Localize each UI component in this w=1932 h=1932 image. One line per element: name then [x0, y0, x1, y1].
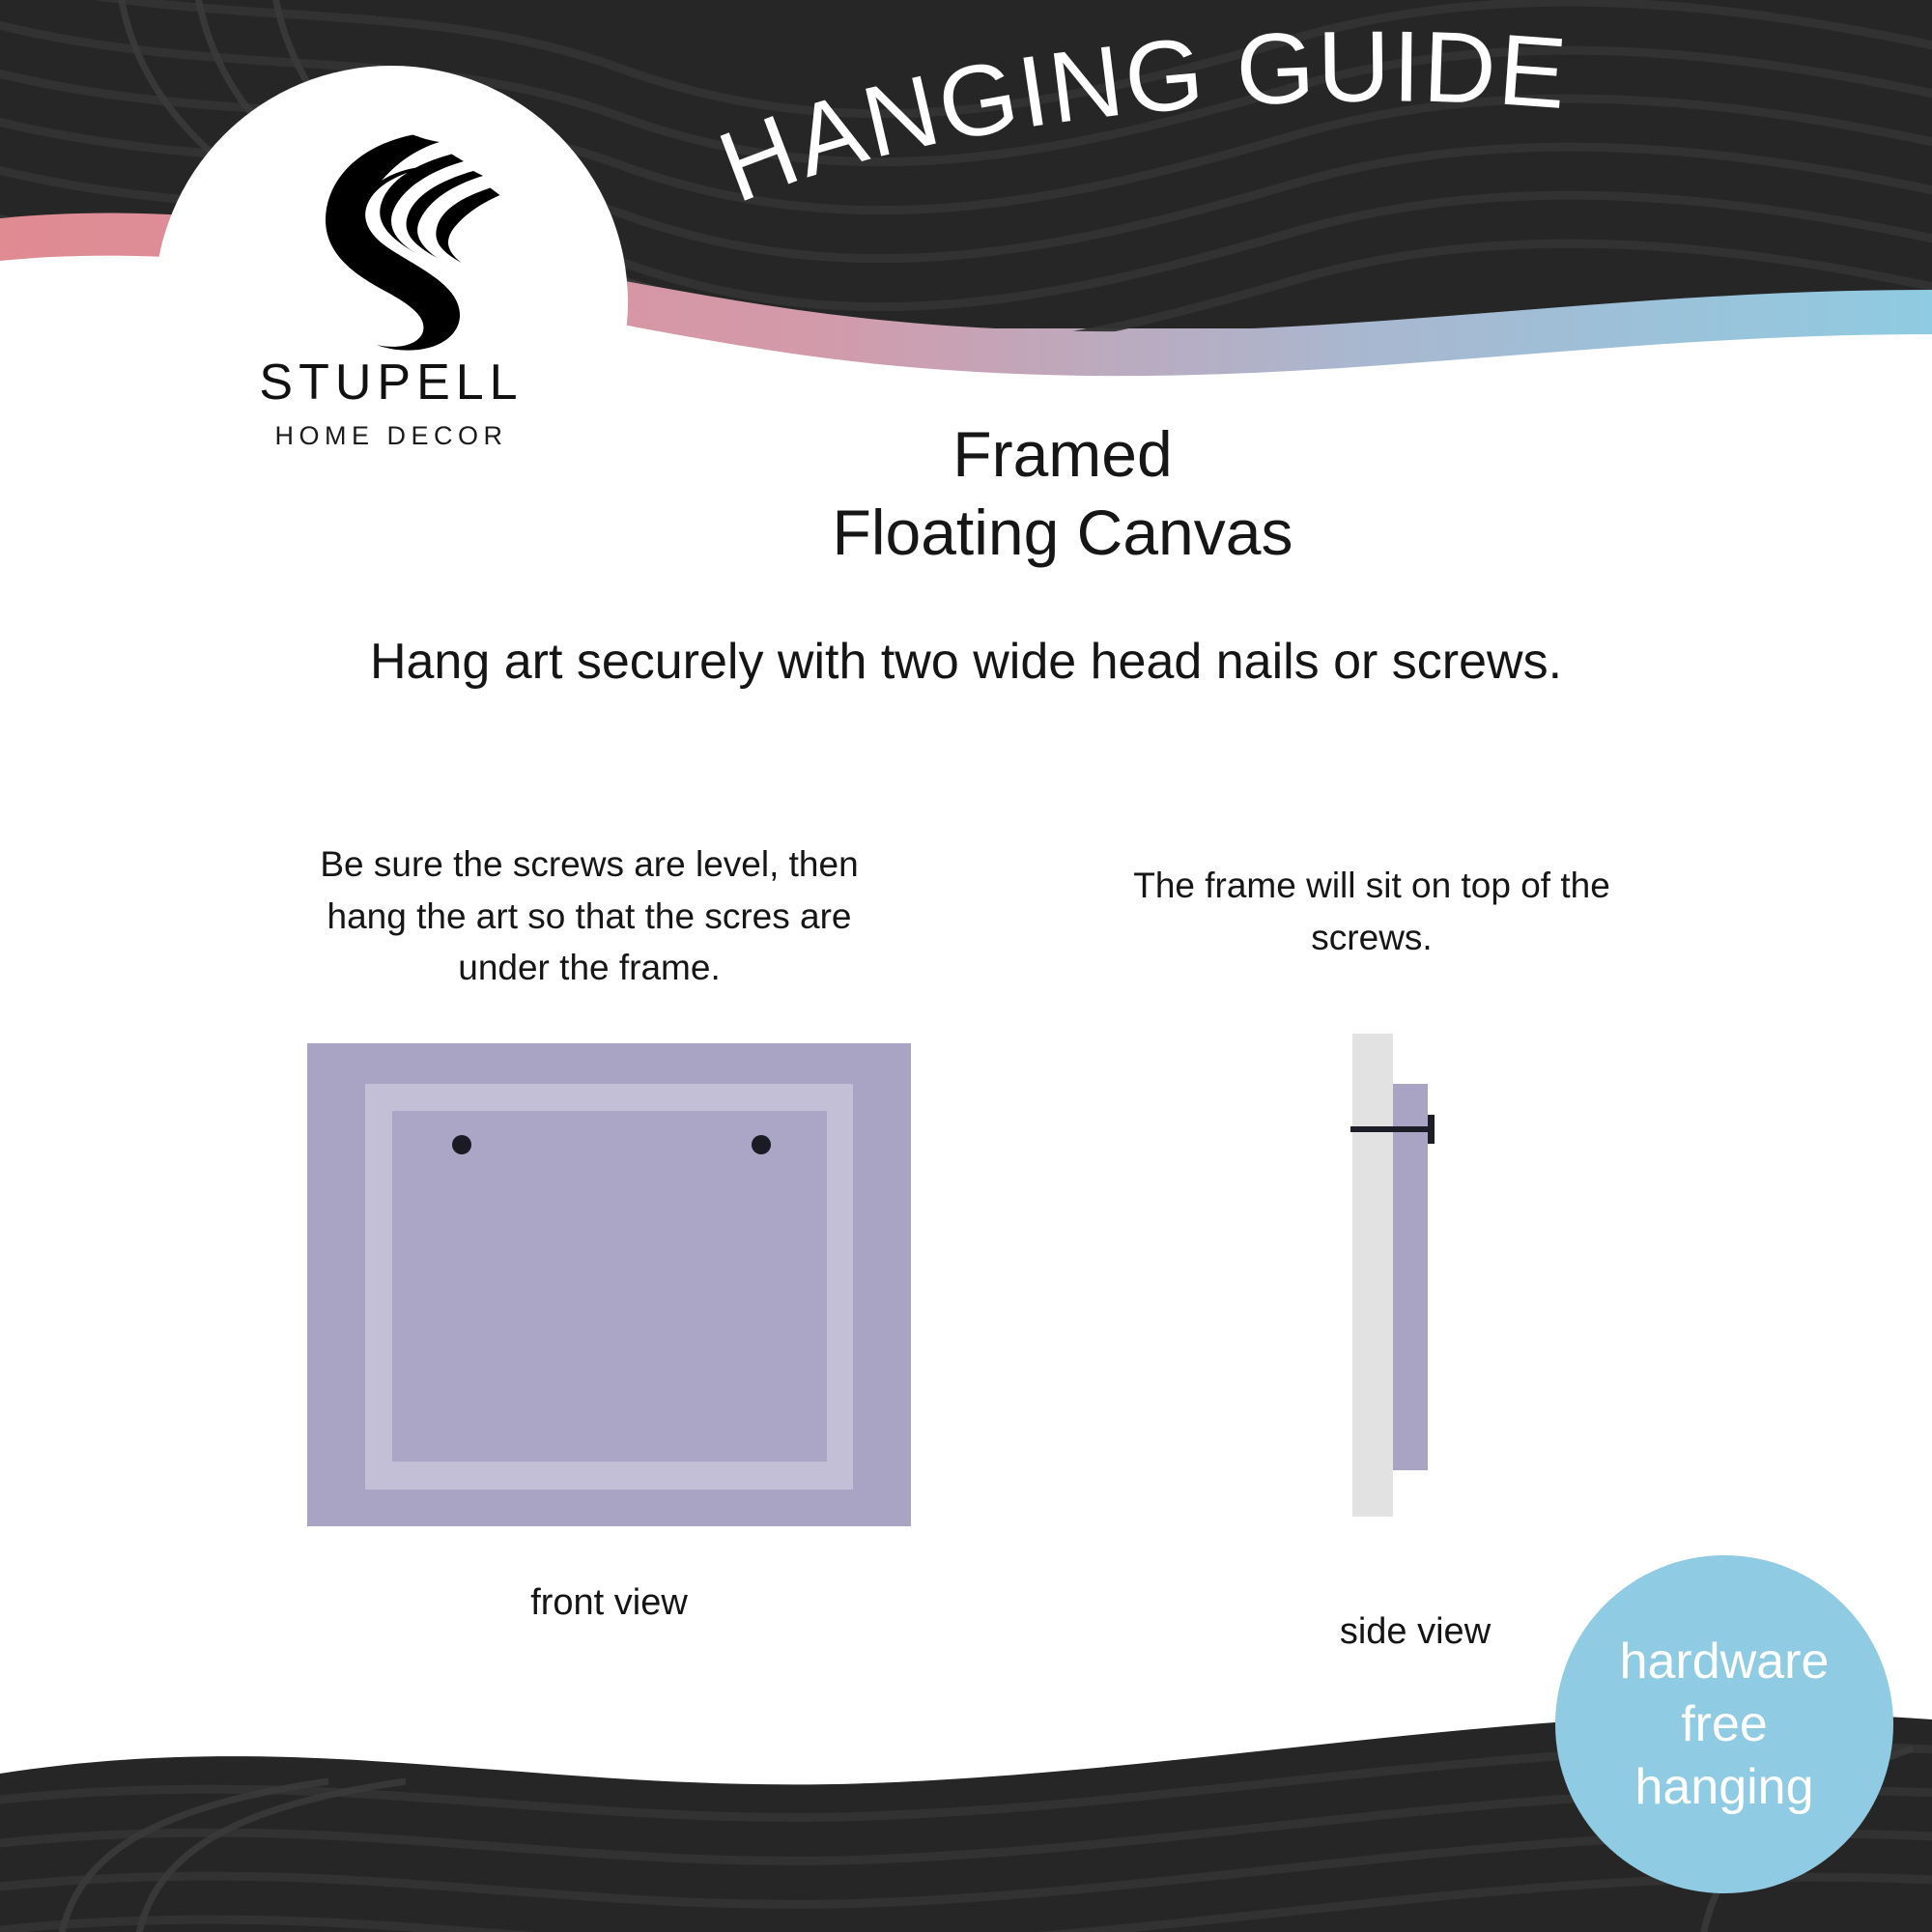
brand-logo-badge	[155, 66, 628, 539]
screw-right-icon	[752, 1135, 771, 1154]
side-view-caption: The frame will sit on top of the screws.	[1133, 866, 1610, 957]
badge-line2: free	[1681, 1695, 1768, 1752]
front-view-diagram	[307, 1043, 911, 1526]
screw-left-icon	[452, 1135, 471, 1154]
badge-line1: hardware	[1619, 1633, 1830, 1690]
front-view-label: front view	[530, 1582, 688, 1623]
stupell-swoosh-logo-icon	[270, 118, 512, 359]
brand-subtitle: HOME DECOR	[274, 421, 508, 450]
frame-side-profile	[1393, 1084, 1428, 1470]
screw-shaft-icon	[1350, 1126, 1432, 1132]
badge-line3: hanging	[1634, 1758, 1814, 1815]
hardware-free-badge	[1555, 1555, 1893, 1893]
canvas-surface	[392, 1111, 827, 1462]
side-view-diagram	[1343, 1034, 1497, 1517]
product-name-line1: Framed	[952, 418, 1173, 490]
product-name	[667, 415, 1459, 571]
wall-surface	[1352, 1034, 1393, 1517]
product-name-line2: Floating Canvas	[832, 496, 1293, 568]
screw-head-icon	[1428, 1115, 1435, 1144]
page-title	[705, 11, 1695, 251]
side-view-label: side view	[1339, 1611, 1492, 1652]
page-title-text: HANGING GUIDE	[705, 11, 1573, 225]
front-view-caption: Be sure the screws are level, then hang the art so that the scres are under the frame.	[320, 844, 859, 988]
instruction-text: Hang art securely with two wide head nails or screws.	[369, 634, 1563, 690]
brand-name: STUPELL	[259, 355, 524, 411]
